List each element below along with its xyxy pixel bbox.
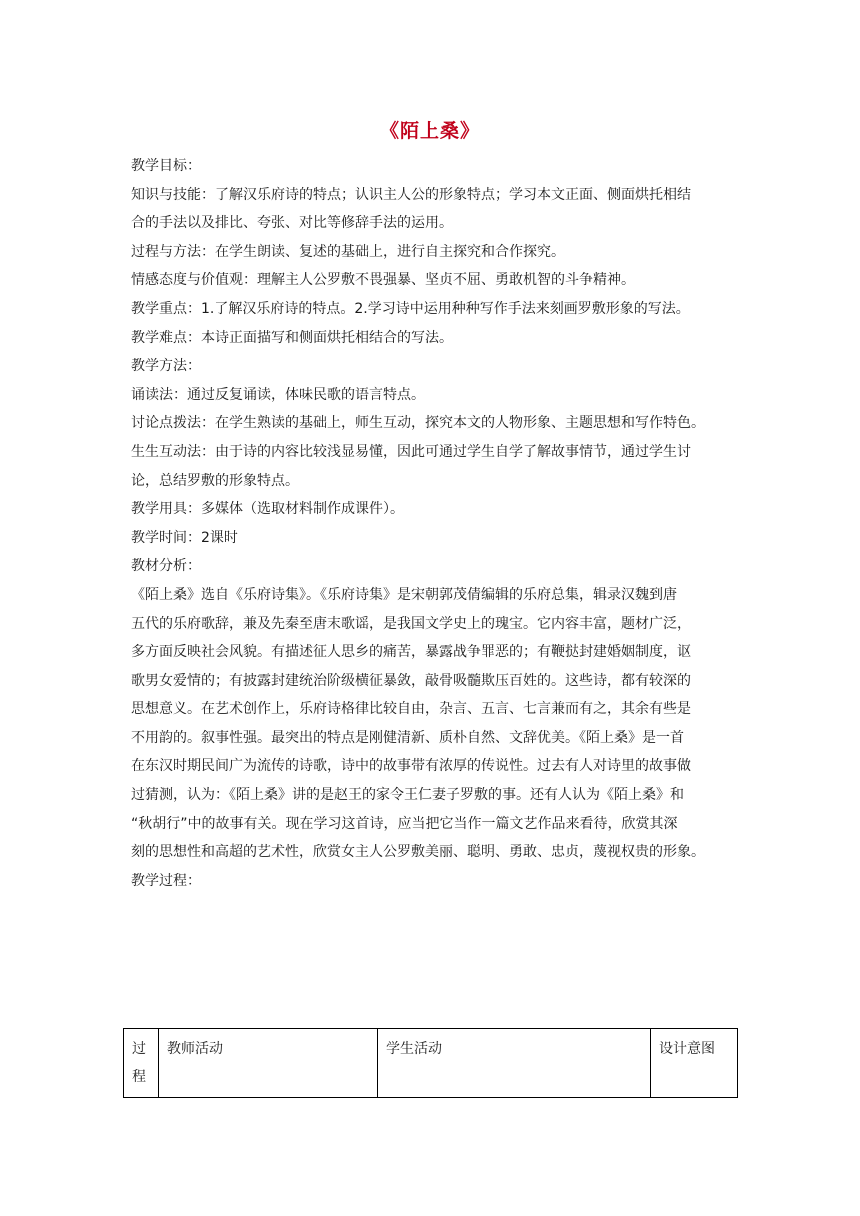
table-header-cell: 过程 <box>124 1029 159 1098</box>
paragraph: 情感态度与价值观：理解主人公罗敷不畏强暴、坚贞不屈、勇敢机智的斗争精神。 <box>131 272 635 289</box>
paragraph: 多方面反映社会风貌。有描述征人思乡的痛苦，暴露战争罪恶的；有鞭挞封建婚姻制度，讴 <box>131 644 691 661</box>
paragraph: 教材分析： <box>131 558 201 575</box>
paragraph: 论，总结罗敷的形象特点。 <box>131 472 299 489</box>
paragraph: 合的手法以及排比、夸张、对比等修辞手法的运用。 <box>131 215 453 232</box>
paragraph: 讨论点拨法：在学生熟读的基础上，师生互动，探究本文的人物形象、主题思想和写作特色。 <box>131 415 705 432</box>
table-header-cell: 设计意图 <box>651 1029 738 1098</box>
paragraph: 《陌上桑》选自《乐府诗集》。《乐府诗集》是宋朝郭茂倩编辑的乐府总集，辑录汉魏到唐 <box>131 586 677 603</box>
paragraph: 思想意义。在艺术创作上，乐府诗格律比较自由，杂言、五言、七言兼而有之，其余有些是 <box>131 701 691 718</box>
document-title: 《陌上桑》 <box>379 120 480 142</box>
paragraph: 教学难点：本诗正面描写和侧面烘托相结合的写法。 <box>131 329 453 346</box>
document-body <box>131 152 731 895</box>
paragraph: 教学时间：2课时 <box>131 529 238 546</box>
paragraph: 五代的乐府歌辞，兼及先秦至唐末歌谣，是我国文学史上的瑰宝。它内容丰富，题材广泛， <box>131 615 691 632</box>
table-header-cell: 学生活动 <box>378 1029 651 1098</box>
paragraph: 知识与技能：了解汉乐府诗的特点；认识主人公的形象特点；学习本文正面、侧面烘托相结 <box>131 186 691 203</box>
paragraph: 过猜测，认为：《陌上桑》讲的是赵王的家令王仁妻子罗敷的事。还有人认为《陌上桑》和 <box>131 787 684 804</box>
paragraph: 教学方法： <box>131 358 201 375</box>
table-header-cell: 教师活动 <box>159 1029 378 1098</box>
teaching-process-table <box>123 1028 738 1098</box>
paragraph: 刻的思想性和高超的艺术性，欣赏女主人公罗敷美丽、聪明、勇敢、忠贞，蔑视权贵的形象。 <box>131 844 705 861</box>
paragraph: 教学用具：多媒体（选取材料制作成课件）。 <box>131 501 404 518</box>
table-header-row <box>124 1029 738 1098</box>
paragraph: “秋胡行”中的故事有关。现在学习这首诗，应当把它当作一篇文艺作品来看待，欣赏其深 <box>131 815 678 832</box>
paragraph: 诵读法：通过反复诵读，体味民歌的语言特点。 <box>131 386 425 403</box>
paragraph: 在东汉时期民间广为流传的诗歌，诗中的故事带有浓厚的传说性。过去有人对诗里的故事做 <box>131 758 691 775</box>
paragraph: 歌男女爱情的；有披露封建统治阶级横征暴敛，敲骨吸髓欺压百姓的。这些诗，都有较深的 <box>131 672 691 689</box>
paragraph: 不用韵的。叙事性强。最突出的特点是刚健清新、质朴自然、文辞优美。《陌上桑》是一首 <box>131 729 684 746</box>
paragraph: 教学过程： <box>131 872 201 889</box>
paragraph: 过程与方法：在学生朗读、复述的基础上，进行自主探究和合作探究。 <box>131 243 565 260</box>
paragraph: 生生互动法：由于诗的内容比较浅显易懂，因此可通过学生自学了解故事情节，通过学生讨 <box>131 443 691 460</box>
paragraph: 教学重点：1.了解汉乐府诗的特点。2.学习诗中运用种种写作手法来刻画罗敷形象的写法。 <box>131 300 690 317</box>
paragraph: 教学目标： <box>131 158 201 174</box>
